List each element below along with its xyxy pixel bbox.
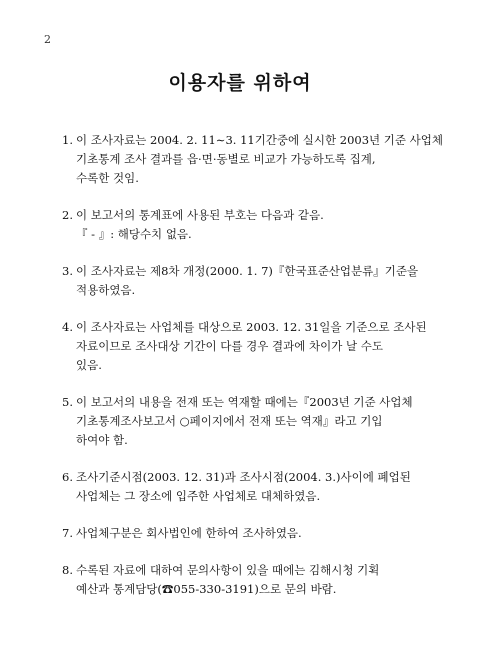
note-text [76, 561, 432, 599]
note-text [76, 393, 432, 450]
note-text [76, 524, 432, 543]
note-line: 수록한 것임. [76, 171, 139, 185]
note-line: 『 - 』: 해당수치 없음. [76, 227, 192, 241]
note-line: 기초통계 조사 결과를 읍·면·동별로 비교가 가능하도록 집계, [76, 152, 376, 166]
note-line: 조사기준시점(2003. 12. 31)과 조사시점(2004. 3.)사이에 폐업된 [76, 470, 411, 484]
note-line: 이 조사자료는 사업체를 대상으로 2003. 12. 31일을 기준으로 조사된 [76, 320, 427, 334]
note-item-7 [62, 524, 432, 543]
note-line: 이 조사자료는 2004. 2. 11∼3. 11기간중에 실시한 2003년 기준 사업체 [76, 133, 444, 147]
note-number: 4. [62, 320, 73, 334]
note-line: 사업체구분은 회사법인에 한하여 조사하였음. [76, 526, 302, 540]
note-number: 1. [62, 133, 73, 147]
page-number: 2 [44, 33, 51, 46]
note-number: 5. [62, 395, 73, 409]
note-number: 3. [62, 264, 73, 278]
note-item-3 [62, 262, 432, 300]
note-line: 하여야 함. [76, 433, 128, 447]
note-line: 이 조사자료는 제8차 개정(2000. 1. 7)『한국표준산업분류』기준을 [76, 264, 419, 278]
note-text [76, 206, 432, 244]
note-line: 예산과 통계담당(☎055-330-3191)으로 문의 바람. [76, 582, 337, 596]
note-line: 기초통계조사보고서 ○페이지에서 전재 또는 역재』라고 기입 [76, 414, 383, 428]
note-number: 2. [62, 208, 73, 222]
note-number: 7. [62, 526, 73, 540]
note-line: 이 보고서의 통계표에 사용된 부호는 다음과 같음. [76, 208, 324, 222]
note-line: 사업체는 그 장소에 입주한 사업체로 대체하였음. [76, 489, 321, 503]
note-number: 8. [62, 563, 73, 577]
note-item-5 [62, 393, 432, 450]
note-line: 적용하였음. [76, 283, 136, 297]
note-item-6 [62, 468, 432, 506]
notes-list [62, 131, 444, 617]
note-item-1 [62, 131, 444, 188]
note-number: 6. [62, 470, 73, 484]
note-line: 수록된 자료에 대하여 문의사항이 있을 때에는 김해시청 기획 [76, 563, 380, 577]
note-item-2 [62, 206, 432, 244]
note-text [76, 262, 432, 300]
note-line: 자료이므로 조사대상 기간이 다를 경우 결과에 차이가 날 수도 [76, 339, 383, 353]
note-line: 있음. [76, 358, 102, 372]
note-line: 이 보고서의 내용을 전재 또는 역재할 때에는『2003년 기준 사업체 [76, 395, 413, 409]
note-text [76, 318, 432, 375]
page-title: 이용자를 위하여 [168, 72, 312, 94]
note-text [76, 468, 432, 506]
note-text [76, 131, 443, 188]
note-item-8 [62, 561, 432, 599]
note-item-4 [62, 318, 432, 375]
